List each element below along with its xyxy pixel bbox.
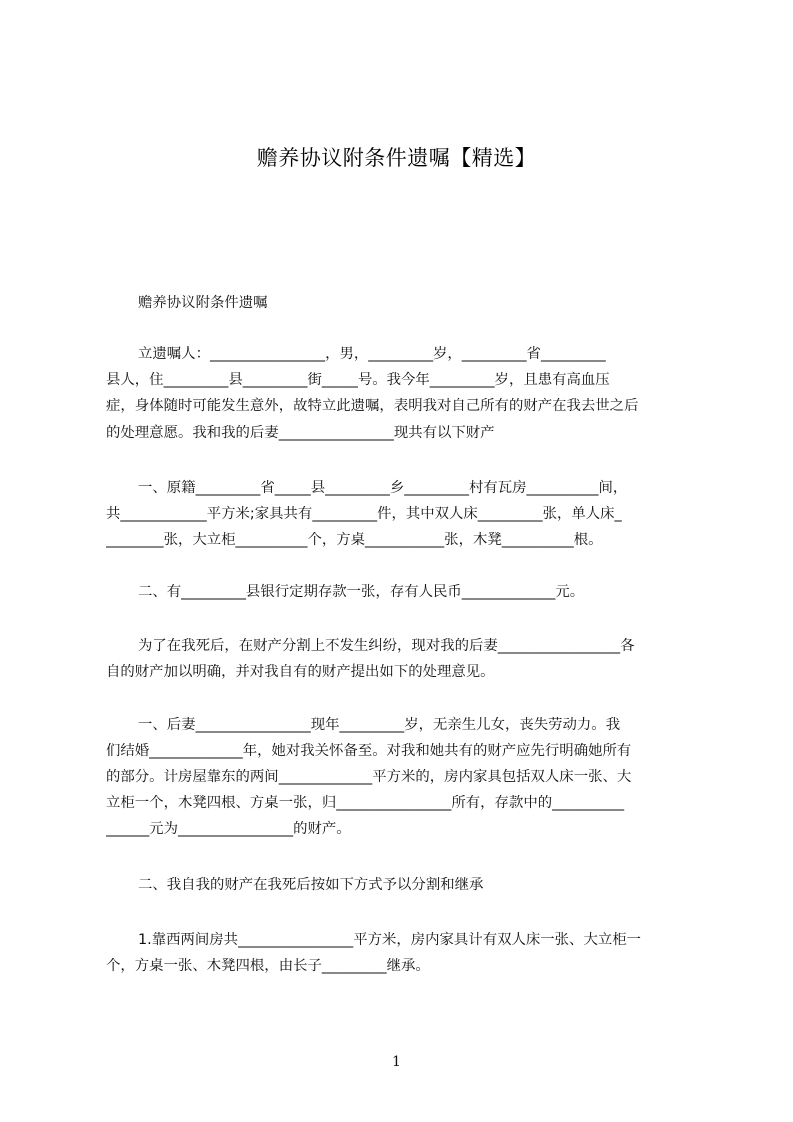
paragraph-line: 一、后妻________________现年_________岁，无亲生儿女，丧失劳动力。我: [138, 717, 621, 733]
paragraph-line: 立柜一个，木凳四根、方桌一张，归________________所有，存款中的__________: [106, 795, 625, 811]
paragraph-line: 县人，住_________县_________街_____号。我今年_________岁，且患有高血压: [106, 372, 610, 388]
paragraph-line: 自的财产加以明确，并对我自有的财产提出如下的处理意见。: [106, 664, 495, 680]
paragraph-line: 1.靠西两间房共________________平方米，房内家具计有双人床一张、大立柜一: [138, 932, 642, 948]
page-number: 1: [392, 1054, 401, 1070]
paragraph-line: 们结婚_____________年，她对我关怀备至。对我和她共有的财产应先行明确她所有: [106, 743, 632, 759]
paragraph-line: ________张，大立柜__________个，方桌___________张，木凳__________根。: [106, 532, 603, 548]
paragraph-line: 为了在我死后，在财产分割上不发生纠纷，现对我的后妻_________________各: [138, 638, 635, 654]
paragraph-line: 的部分。计房屋靠东的两间_____________平方米的，房内家具包括双人床一张、大: [106, 769, 632, 785]
paragraph-line: 共____________平方米;家具共有_________件，其中双人床_________张，单人床_: [106, 506, 622, 522]
paragraph-line: 一、原籍_________省_____县_________乡_________村有瓦房__________间，: [138, 480, 628, 496]
document-title: 赡养协议附条件遗嘱【精选】: [256, 146, 537, 170]
paragraph-line: 症，身体随时可能发生意外，故特立此遗嘱，表明我对自己所有的财产在我去世之后: [106, 398, 639, 414]
subtitle: 赡养协议附条件遗嘱: [138, 295, 268, 311]
paragraph-line: ______元为________________的财产。: [106, 821, 351, 837]
paragraph-line: 立遗嘱人：________________，男，_________岁，_________省_________: [138, 346, 606, 362]
paragraph-line: 个，方桌一张、木凳四根，由长子_________继承。: [106, 958, 430, 974]
paragraph-line: 二、有_________县银行定期存款一张，存有人民币_____________元。: [138, 584, 585, 600]
paragraph-line: 的处理意愿。我和我的后妻________________现共有以下财产: [106, 425, 495, 441]
paragraph-line: 二、我自我的财产在我死后按如下方式予以分割和继承: [138, 877, 484, 893]
